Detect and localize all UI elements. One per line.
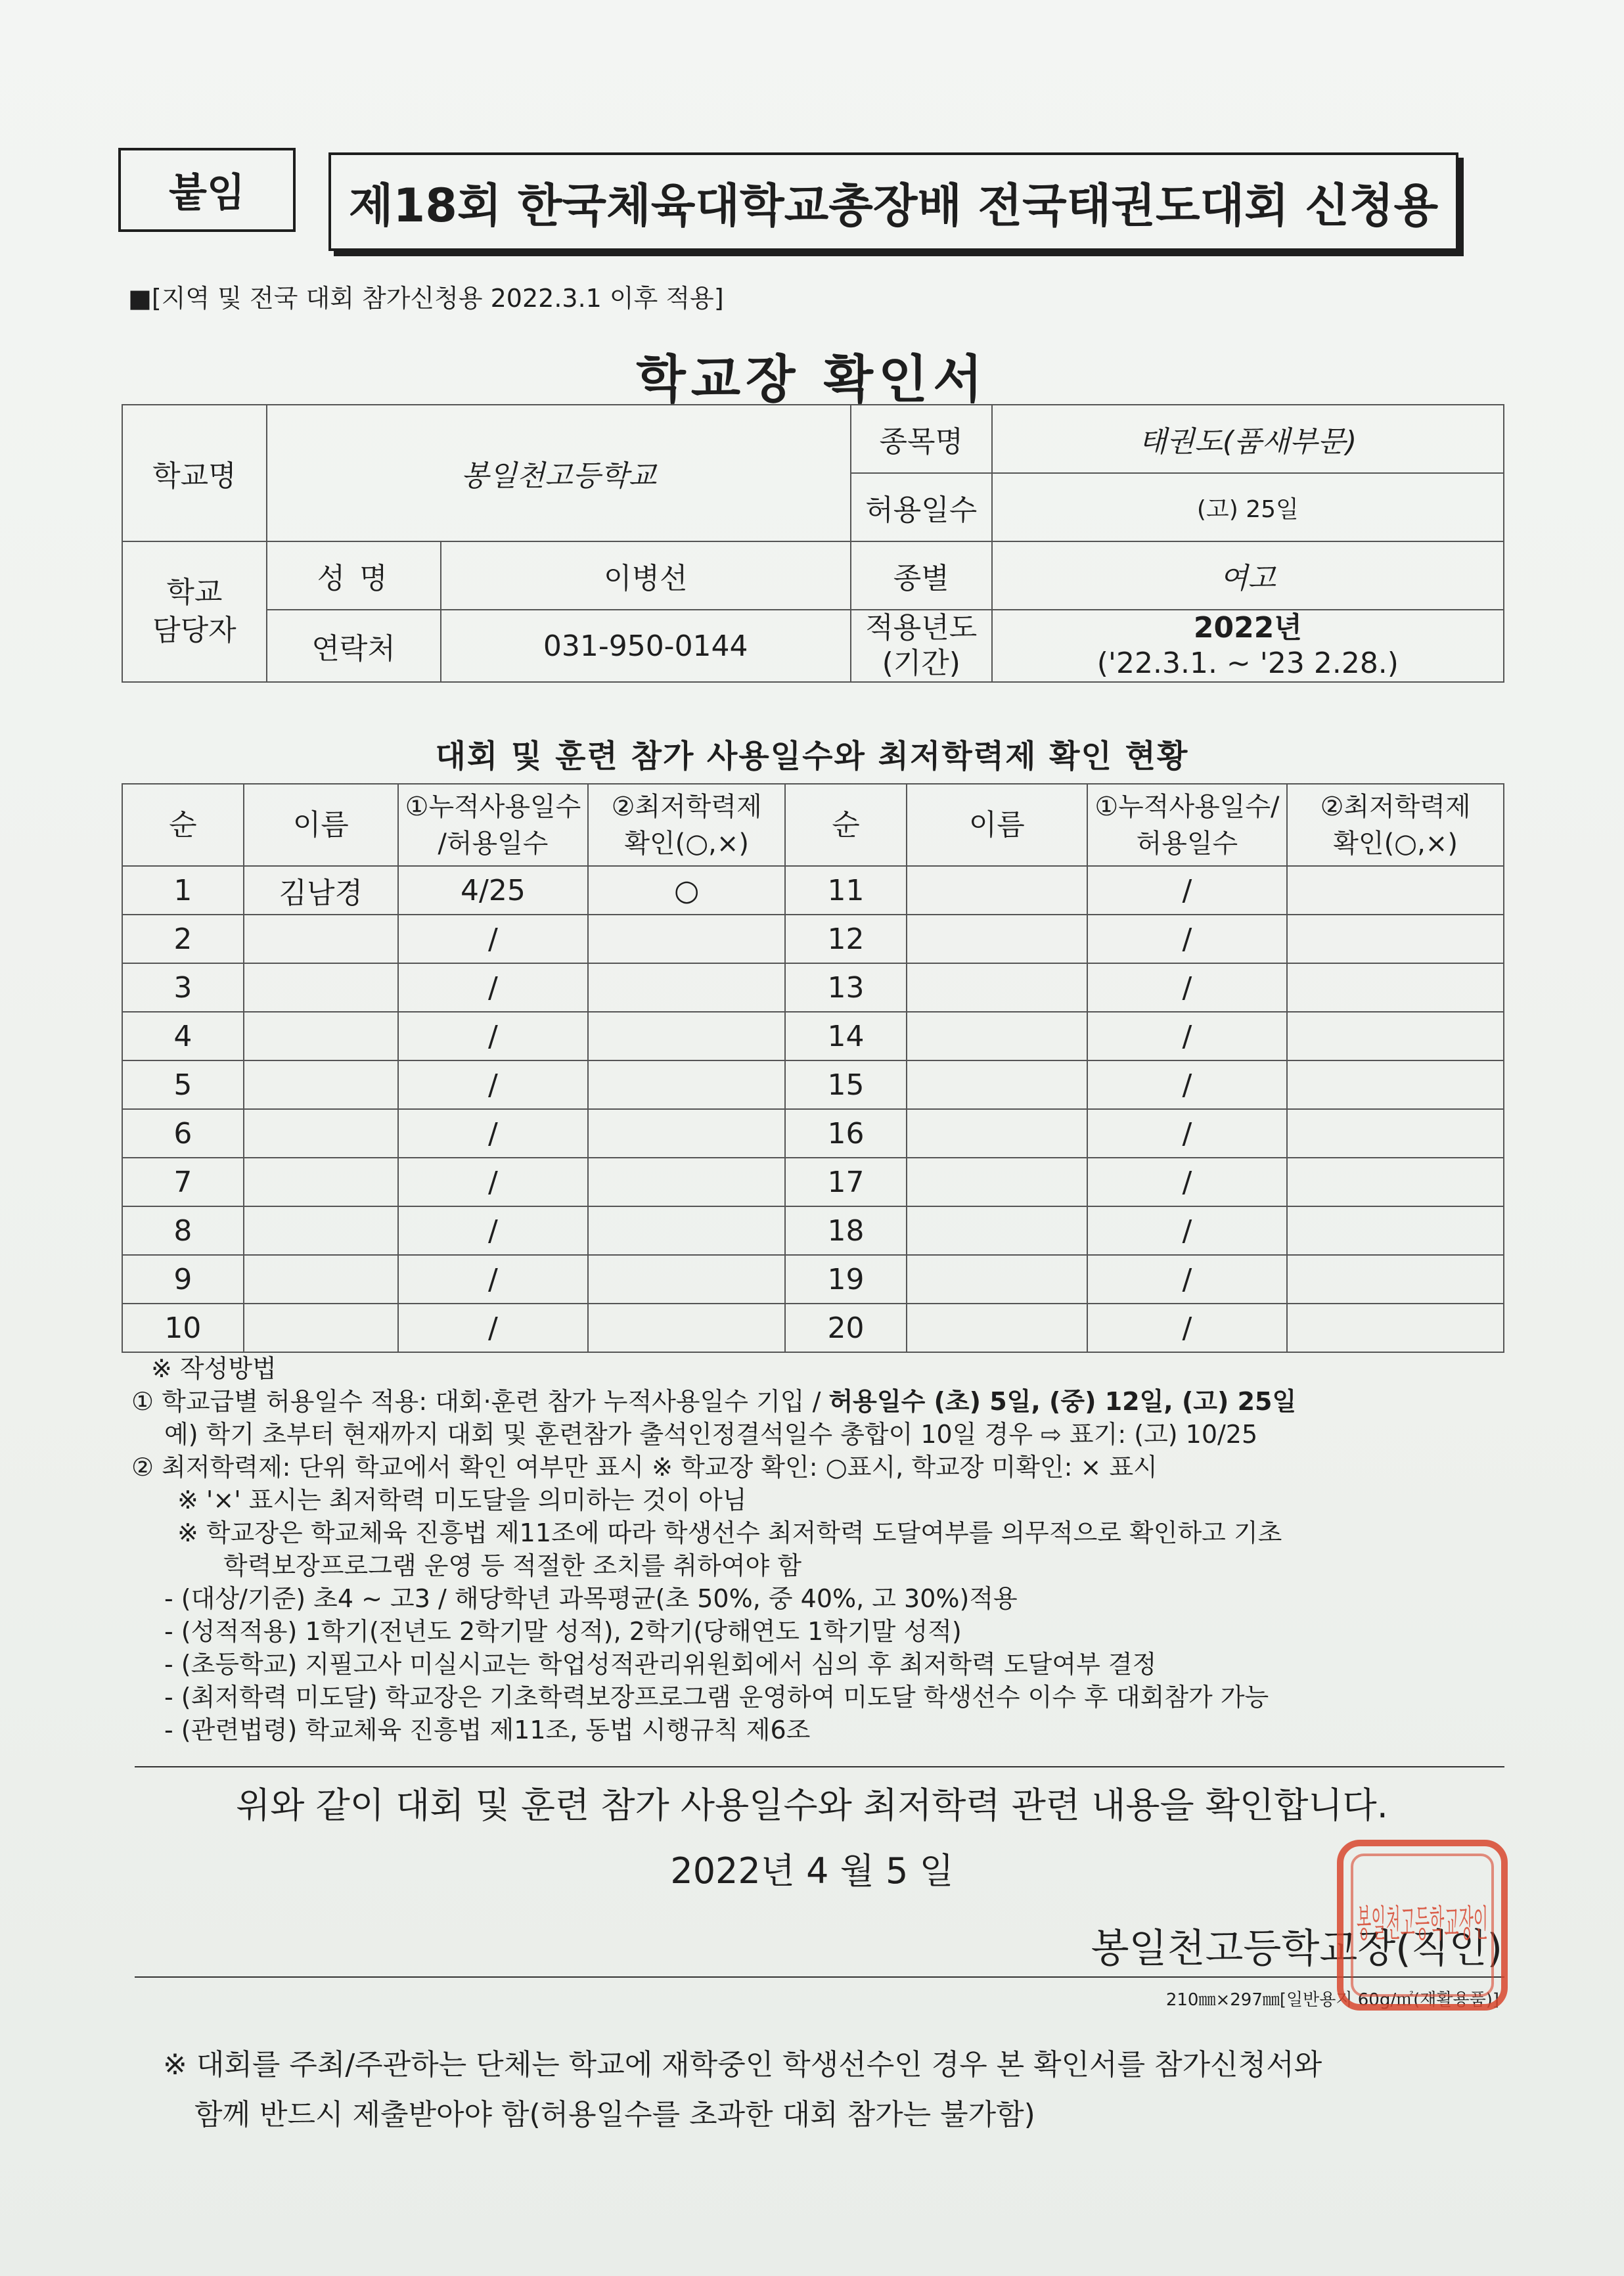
divider-top: [135, 1766, 1504, 1767]
cell-r-days: /: [1087, 963, 1288, 1012]
manager-label: 학교 담당자: [122, 541, 267, 682]
year-cell: [992, 610, 1504, 682]
gender-label: 종별: [851, 541, 992, 610]
table-row: [122, 915, 1504, 963]
cell-r-days: /: [1087, 915, 1288, 963]
note-1-a: ① 학교급별 허용일수 적용: 대회·훈련 참가 누적사용일수 기입 /: [131, 1387, 829, 1416]
cell-r-check: [1287, 1304, 1504, 1352]
cell-l-no: 5: [122, 1060, 244, 1109]
cell-r-check: [1287, 866, 1504, 915]
table-row: [122, 1255, 1504, 1304]
table-row: [122, 1060, 1504, 1109]
header-no-right: 순: [785, 784, 907, 866]
header-name-left: 이름: [244, 784, 398, 866]
school-label: 학교명: [122, 405, 267, 541]
cell-l-days: /: [398, 963, 589, 1012]
note-3: ※ '×' 표시는 최저학력 미도달을 의미하는 것이 아님: [177, 1486, 747, 1514]
cell-r-name: [907, 915, 1087, 963]
note-4: ※ 학교장은 학교체육 진흥법 제11조에 따라 학생선수 최저학력 도달여부를 의무적으로 확인하고 기초: [177, 1518, 1282, 1547]
header-name-right: 이름: [907, 784, 1087, 866]
status-rows: [122, 866, 1504, 1352]
cell-l-check: [588, 1304, 785, 1352]
cell-l-days: /: [398, 1060, 589, 1109]
note-1-b: 허용일수 (초) 5일, (중) 12일, (고) 25일: [828, 1387, 1297, 1416]
detail-3: - (초등학교) 지필고사 미실시교는 학업성적관리위원회에서 심의 후 최저학력 도달여부 결정: [164, 1650, 1157, 1679]
detail-4: - (최저학력 미도달) 학교장은 기초학력보장프로그램 운영하여 미도달 학생선수 이수 후 대회참가 가능: [164, 1683, 1269, 1712]
period-value: ('22.3.1. ~ '23 2.28.): [1096, 647, 1399, 680]
cell-r-days: /: [1087, 1060, 1288, 1109]
status-title: 대회 및 훈련 참가 사용일수와 최저학력제 확인 현황: [435, 738, 1189, 775]
cell-r-no: 19: [785, 1255, 907, 1304]
cell-r-name: [907, 1304, 1087, 1352]
cell-l-no: 6: [122, 1109, 244, 1158]
name-value: 이병선: [441, 541, 851, 610]
cell-r-no: 18: [785, 1206, 907, 1255]
bottom-note: [163, 2040, 1322, 2140]
table-row: [122, 1158, 1504, 1206]
cell-l-days: /: [398, 1158, 589, 1206]
allowed-days-label: 허용일수: [851, 473, 992, 541]
header-no-left: 순: [122, 784, 244, 866]
status-table: [122, 783, 1504, 1353]
document-title: 학교장 확인서: [636, 350, 988, 409]
cell-l-check: [588, 1060, 785, 1109]
cell-r-name: [907, 963, 1087, 1012]
contact-label: 연락처: [267, 610, 441, 682]
applicability-note: ■[지역 및 전국 대회 참가신청용 2022.3.1 이후 적용]: [128, 284, 724, 313]
bottom-note-2: 함께 반드시 제출받아야 함(허용일수를 초과한 대회 참가는 불가함): [194, 2098, 1035, 2131]
cell-r-name: [907, 1060, 1087, 1109]
cell-l-check: [588, 1109, 785, 1158]
cell-r-check: [1287, 1060, 1504, 1109]
cell-l-no: 3: [122, 963, 244, 1012]
cell-l-check: [588, 1012, 785, 1060]
cell-l-check: ○: [588, 866, 785, 915]
cell-l-no: 9: [122, 1255, 244, 1304]
cell-l-name: 김남경: [244, 866, 398, 915]
cell-r-check: [1287, 963, 1504, 1012]
cell-r-no: 15: [785, 1060, 907, 1109]
name-label: 성 명: [267, 541, 441, 610]
cell-r-name: [907, 1206, 1087, 1255]
cell-l-check: [588, 963, 785, 1012]
cell-l-no: 10: [122, 1304, 244, 1352]
cell-r-name: [907, 1255, 1087, 1304]
cell-r-name: [907, 1012, 1087, 1060]
cell-l-name: [244, 1109, 398, 1158]
bottom-note-1: ※ 대회를 주최/주관하는 단체는 학교에 재학중인 학생선수인 경우 본 확인서를 참가신청서와: [163, 2048, 1322, 2082]
cell-l-days: /: [398, 1206, 589, 1255]
writing-notes: [131, 1352, 1524, 1746]
cell-l-days: /: [398, 1109, 589, 1158]
cell-r-no: 20: [785, 1304, 907, 1352]
cell-r-check: [1287, 915, 1504, 963]
cell-r-days: /: [1087, 1255, 1288, 1304]
cell-l-name: [244, 1060, 398, 1109]
note-1-example: 예) 학기 초부터 현재까지 대회 및 훈련참가 출석인정결석일수 총합이 10일 경우 ⇨ 표기: (고) 10/25: [164, 1420, 1258, 1449]
cell-r-days: /: [1087, 1206, 1288, 1255]
cell-r-days: /: [1087, 1158, 1288, 1206]
cell-r-no: 14: [785, 1012, 907, 1060]
gender-value: 여고: [992, 541, 1504, 610]
cell-l-no: 8: [122, 1206, 244, 1255]
confirmation-text: 위와 같이 대회 및 훈련 참가 사용일수와 최저학력 관련 내용을 확인합니다.: [236, 1785, 1388, 1826]
info-table: [122, 404, 1504, 683]
cell-r-days: /: [1087, 1109, 1288, 1158]
cell-r-no: 13: [785, 963, 907, 1012]
principal-signature: 봉일천고등학교장(직인): [1091, 1926, 1502, 1972]
header-days-left: ①누적사용일수 /허용일수: [398, 784, 589, 866]
cell-l-name: [244, 915, 398, 963]
cell-l-days: /: [398, 915, 589, 963]
cell-l-days: /: [398, 1304, 589, 1352]
cell-r-check: [1287, 1206, 1504, 1255]
cell-r-no: 17: [785, 1158, 907, 1206]
cell-r-check: [1287, 1109, 1504, 1158]
cell-l-check: [588, 915, 785, 963]
note-2: ② 최저학력제: 단위 학교에서 확인 여부만 표시 ※ 학교장 확인: ○표시, 학교장 미확인: × 표시: [131, 1453, 1158, 1482]
table-row: [122, 866, 1504, 915]
attachment-label: 붙임: [118, 148, 296, 232]
cell-r-name: [907, 1158, 1087, 1206]
table-row: [122, 1012, 1504, 1060]
table-row: [122, 1206, 1504, 1255]
cell-r-check: [1287, 1012, 1504, 1060]
cell-r-days: /: [1087, 1304, 1288, 1352]
contact-value: 031-950-0144: [441, 610, 851, 682]
notes-heading: ※ 작성방법: [151, 1354, 277, 1383]
detail-5: - (관련법령) 학교체육 진흥법 제11조, 동법 시행규칙 제6조: [164, 1716, 811, 1744]
cell-r-no: 12: [785, 915, 907, 963]
paper-spec: 210㎜×297㎜[일반용지 60g/㎡(재활용품)]: [1165, 1990, 1499, 2010]
cell-l-name: [244, 1304, 398, 1352]
cell-l-name: [244, 1255, 398, 1304]
year-label: 적용년도 (기간): [851, 610, 992, 682]
cell-r-check: [1287, 1158, 1504, 1206]
year-value: 2022년: [1193, 611, 1302, 645]
school-value: 봉일천고등학교: [267, 405, 851, 541]
cell-l-name: [244, 963, 398, 1012]
detail-2: - (성적적용) 1학기(전년도 2학기말 성적), 2학기(당해연도 1학기말 성적): [164, 1617, 962, 1646]
cell-r-name: [907, 866, 1087, 915]
cell-l-no: 2: [122, 915, 244, 963]
cell-l-check: [588, 1206, 785, 1255]
detail-1: - (대상/기준) 초4 ~ 고3 / 해당학년 과목평균(초 50%, 중 40%, 고 30%)적용: [164, 1584, 1018, 1613]
official-seal-icon: [1334, 1836, 1511, 2014]
event-title: 제18회 한국체육대학교총장배 전국태권도대회 신청용: [328, 152, 1458, 251]
cell-r-no: 11: [785, 866, 907, 915]
cell-r-days: /: [1087, 1012, 1288, 1060]
table-row: [122, 1109, 1504, 1158]
cell-r-days: /: [1087, 866, 1288, 915]
cell-l-no: 4: [122, 1012, 244, 1060]
cell-l-check: [588, 1255, 785, 1304]
table-row: [122, 963, 1504, 1012]
note-4b: 학력보장프로그램 운영 등 적절한 조치를 취하여야 함: [223, 1551, 802, 1580]
allowed-days-value: (고) 25일: [992, 473, 1504, 541]
cell-l-name: [244, 1012, 398, 1060]
cell-r-name: [907, 1109, 1087, 1158]
cell-l-no: 1: [122, 866, 244, 915]
sport-value: 태권도(품새부문): [992, 405, 1504, 473]
issue-date: 2022년 4 월 5 일: [670, 1850, 954, 1892]
note-1: [131, 1385, 1524, 1418]
sport-label: 종목명: [851, 405, 992, 473]
divider-bottom: [135, 1976, 1504, 1978]
cell-l-no: 7: [122, 1158, 244, 1206]
cell-r-no: 16: [785, 1109, 907, 1158]
cell-l-name: [244, 1206, 398, 1255]
cell-l-days: /: [398, 1012, 589, 1060]
seal-text: 봉일천고등학교장인: [1357, 1903, 1488, 1946]
cell-r-check: [1287, 1255, 1504, 1304]
table-row: [122, 1304, 1504, 1352]
cell-l-check: [588, 1158, 785, 1206]
cell-l-name: [244, 1158, 398, 1206]
header-days-right: ①누적사용일수/ 허용일수: [1087, 784, 1288, 866]
header-academic-left: ②최저학력제 확인(○,×): [588, 784, 785, 866]
cell-l-days: /: [398, 1255, 589, 1304]
header-academic-right: ②최저학력제 확인(○,×): [1287, 784, 1504, 866]
cell-l-days: 4/25: [398, 866, 589, 915]
